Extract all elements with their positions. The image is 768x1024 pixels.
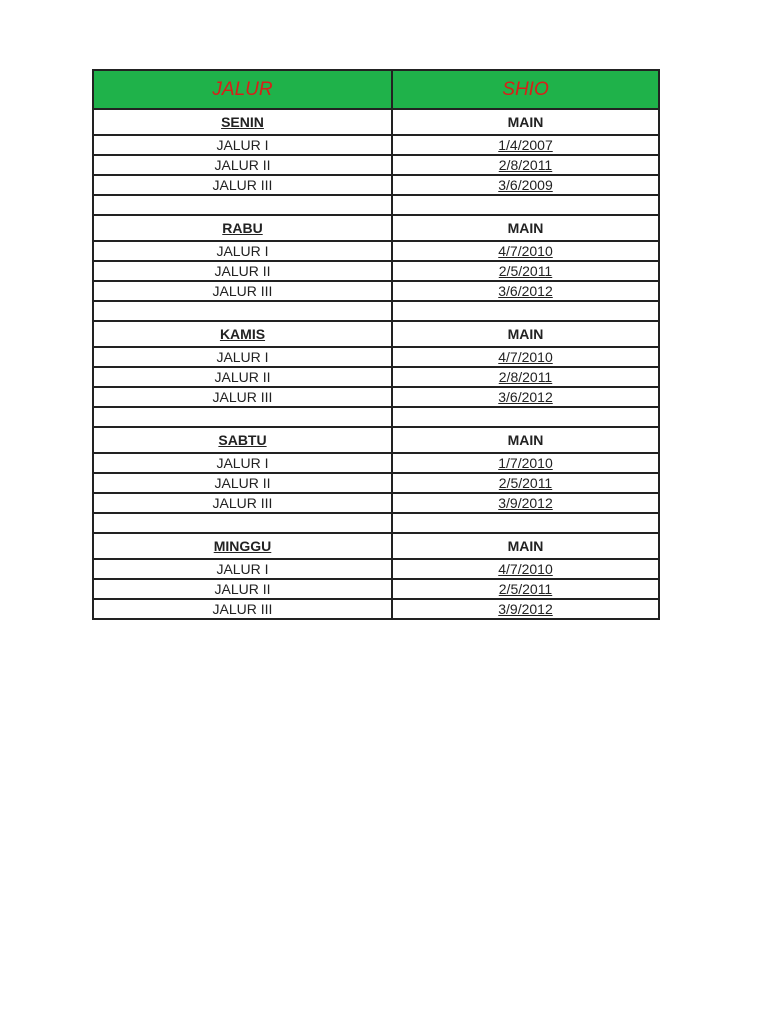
jalur-label: JALUR III [93,175,392,195]
empty-cell [93,301,392,321]
jalur-date: 4/7/2010 [392,559,659,579]
day-row [93,533,659,559]
jalur-row [93,135,659,155]
jalur-label: JALUR II [93,261,392,281]
jalur-label: JALUR II [93,473,392,493]
schedule-table [92,69,660,620]
jalur-date: 3/6/2009 [392,175,659,195]
day-name: SABTU [93,427,392,453]
header-row [93,70,659,109]
empty-cell [392,195,659,215]
jalur-date: 2/5/2011 [392,261,659,281]
jalur-label: JALUR II [93,155,392,175]
jalur-label: JALUR II [93,579,392,599]
jalur-label: JALUR III [93,387,392,407]
jalur-label: JALUR III [93,281,392,301]
jalur-date: 2/8/2011 [392,367,659,387]
jalur-label: JALUR I [93,559,392,579]
jalur-label: JALUR III [93,493,392,513]
jalur-date: 3/9/2012 [392,493,659,513]
header-jalur: JALUR [93,70,392,109]
jalur-row [93,579,659,599]
main-label: MAIN [392,533,659,559]
day-name: MINGGU [93,533,392,559]
jalur-date: 4/7/2010 [392,347,659,367]
empty-cell [93,195,392,215]
day-name: SENIN [93,109,392,135]
day-row [93,427,659,453]
jalur-row [93,493,659,513]
jalur-row [93,281,659,301]
jalur-label: JALUR I [93,347,392,367]
day-row [93,321,659,347]
jalur-date: 2/5/2011 [392,579,659,599]
day-name: KAMIS [93,321,392,347]
jalur-row [93,347,659,367]
empty-cell [93,407,392,427]
jalur-row [93,599,659,619]
jalur-date: 2/8/2011 [392,155,659,175]
jalur-row [93,387,659,407]
jalur-row [93,241,659,261]
spacer-row [93,407,659,427]
jalur-row [93,155,659,175]
empty-cell [93,513,392,533]
empty-cell [392,301,659,321]
main-label: MAIN [392,109,659,135]
jalur-date: 3/6/2012 [392,387,659,407]
spacer-row [93,301,659,321]
jalur-date: 1/7/2010 [392,453,659,473]
spacer-row [93,195,659,215]
jalur-date: 1/4/2007 [392,135,659,155]
jalur-date: 2/5/2011 [392,473,659,493]
jalur-date: 3/6/2012 [392,281,659,301]
jalur-date: 4/7/2010 [392,241,659,261]
jalur-row [93,261,659,281]
jalur-row [93,453,659,473]
day-row [93,109,659,135]
jalur-row [93,175,659,195]
jalur-label: JALUR II [93,367,392,387]
main-label: MAIN [392,427,659,453]
main-label: MAIN [392,321,659,347]
jalur-label: JALUR I [93,453,392,473]
main-label: MAIN [392,215,659,241]
jalur-row [93,367,659,387]
jalur-label: JALUR III [93,599,392,619]
empty-cell [392,513,659,533]
jalur-label: JALUR I [93,135,392,155]
jalur-label: JALUR I [93,241,392,261]
header-shio: SHIO [392,70,659,109]
spacer-row [93,513,659,533]
jalur-date: 3/9/2012 [392,599,659,619]
day-name: RABU [93,215,392,241]
jalur-row [93,559,659,579]
jalur-row [93,473,659,493]
schedule-table-body [93,70,659,619]
empty-cell [392,407,659,427]
day-row [93,215,659,241]
